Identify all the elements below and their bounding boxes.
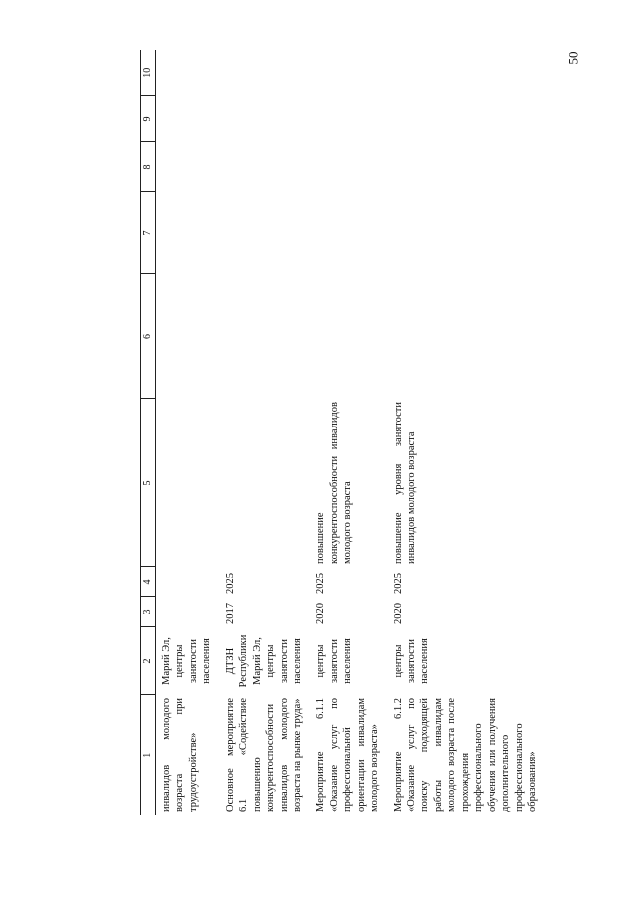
cell-col-6 (310, 274, 387, 399)
end-year: 2025 (315, 573, 327, 594)
cell-col-9 (388, 96, 546, 142)
expected-result: повышение конкурентоспособности инвалидов молодого возраста (315, 402, 354, 564)
executor: ДТЗН Республики Марий Эл, центры занятости населения (224, 634, 303, 688)
cell-col-10 (156, 50, 220, 96)
header-col-6: 6 (141, 274, 156, 399)
table-row (388, 50, 546, 815)
header-col-2: 2 (141, 627, 156, 695)
cell-col-7 (156, 192, 220, 274)
program-table-sheet (140, 50, 545, 815)
header-col-7: 7 (141, 192, 156, 274)
cell-col-9 (310, 96, 387, 142)
header-col-1: 1 (141, 695, 156, 815)
cell-col-8 (388, 142, 546, 192)
cell-col-8 (156, 142, 220, 192)
cell-col-7 (310, 192, 387, 274)
activity-name: инвалидов молодого возраста при трудоустройстве» (161, 698, 199, 812)
expected-result (156, 399, 220, 567)
header-col-9: 9 (141, 96, 156, 142)
start-year: 2020 (315, 603, 327, 624)
cell-col-7 (388, 192, 546, 274)
program-activities-table (140, 50, 545, 815)
header-col-10: 10 (141, 50, 156, 96)
header-col-3: 3 (141, 597, 156, 627)
executor: Марий Эл, центры занятости населения (161, 637, 213, 685)
cell-col-6 (156, 274, 220, 399)
cell-col-9 (220, 96, 311, 142)
cell-col-6 (220, 274, 311, 399)
end-year: 2025 (224, 573, 236, 594)
executor: центры занятости населения (315, 638, 354, 684)
header-col-8: 8 (141, 142, 156, 192)
expected-result: повышение уровня занятости инвалидов молодого возраста (392, 402, 417, 564)
executor: центры занятости населения (392, 638, 431, 684)
start-year (156, 597, 220, 627)
cell-col-10 (220, 50, 311, 96)
cell-col-7 (220, 192, 311, 274)
activity-name: Мероприятие 6.1.1 «Оказание услуг по профессиональной ориентации инвалидам молодого возраста» (315, 698, 381, 812)
table-row (156, 50, 220, 815)
cell-col-8 (220, 142, 311, 192)
cell-col-6 (388, 274, 546, 399)
cell-col-9 (156, 96, 220, 142)
start-year: 2017 (224, 603, 236, 624)
cell-col-10 (310, 50, 387, 96)
cell-col-10 (388, 50, 546, 96)
end-year (156, 567, 220, 597)
header-col-5: 5 (141, 399, 156, 567)
end-year: 2025 (392, 573, 404, 594)
page-number: 50 (565, 51, 581, 65)
table-row (220, 50, 311, 815)
header-row (141, 50, 156, 815)
activity-name: Мероприятие 6.1.2 «Оказание услуг по поиску подходящей работы инвалидам молодого возраста после прохождения профессионального обучения или получения дополнительного профессионального образования» (392, 698, 538, 812)
table-row (310, 50, 387, 815)
expected-result (220, 399, 311, 567)
cell-col-8 (310, 142, 387, 192)
activity-name: Основное мероприятие 6.1 «Содействие повышению конкурентоспособности инвалидов молодого возраста на рынке труда» (224, 698, 303, 812)
start-year: 2020 (392, 603, 404, 624)
header-col-4: 4 (141, 567, 156, 597)
